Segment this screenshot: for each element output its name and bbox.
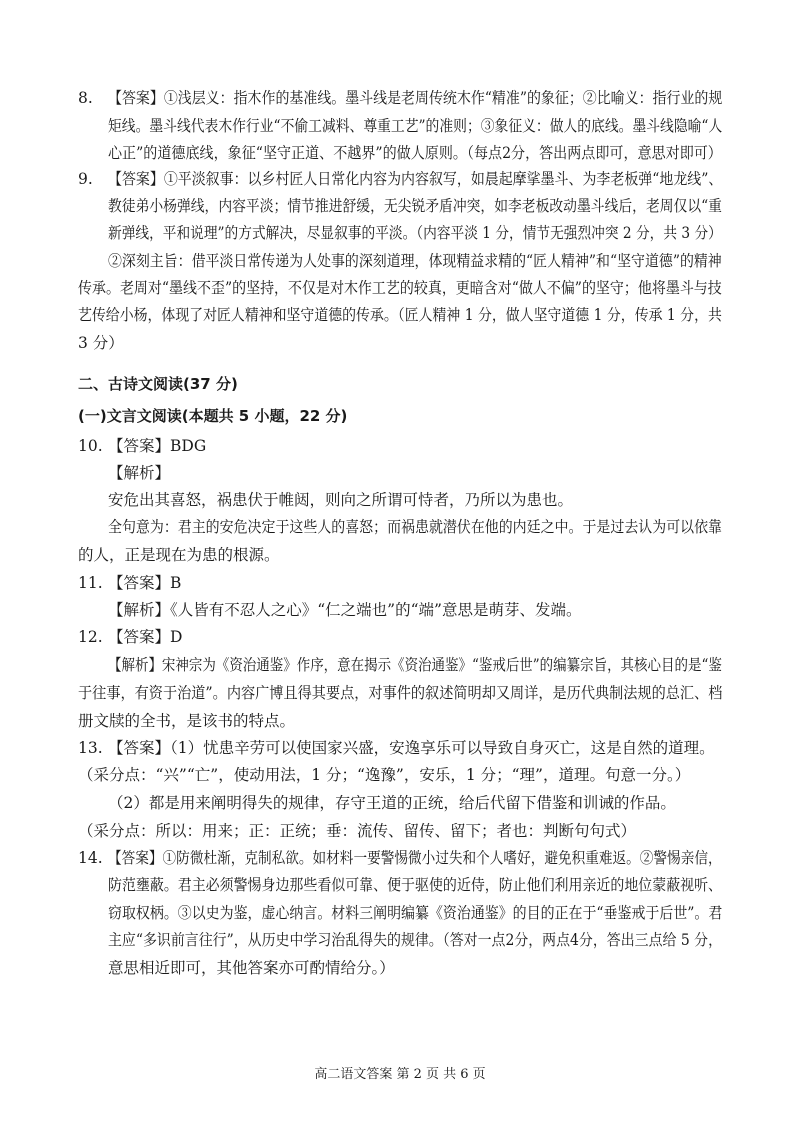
q9-number: 9.	[78, 170, 93, 188]
q13-scoring-line: （采分点：“兴”“亡”，使动用法，1 分；“逸豫”，安乐，1 分；“理”，道理。句意一分。）	[78, 766, 691, 784]
q14-answer-line: 主应“多识前言往行”，从历史中学习治乱得失的规律。（答对一点2分，两点4分，答出三点给 5 分，	[108, 931, 723, 949]
q11-answer: 【答案】B	[108, 574, 182, 592]
subsection-heading: (一)文言文阅读(本题共 5 小题，22 分)	[78, 407, 348, 425]
q11-analysis-line: 【解析】《人皆有不忍人之心》“仁之端也”的“端”意思是萌芽、发端。	[108, 601, 582, 619]
q9-answer-line: 传承。老周对“墨线不歪”的坚持，不仅是对木作工艺的较真，更暗含对“做人不偏”的坚守；他将墨斗与技	[78, 279, 722, 297]
q10-analysis-line: 全句意为：君主的安危决定于这些人的喜怒；而祸患就潜伏在他的内廷之中。于是过去认为可以依靠	[108, 518, 723, 536]
q13-number: 13.	[78, 739, 103, 757]
q12-number: 12.	[78, 628, 103, 646]
q10-analysis-label: 【解析】	[108, 464, 171, 482]
q9-answer-line: ②深刻主旨：借平淡日常传递为人处事的深刻道理，体现精益求精的“匠人精神”和“坚守道德”的精神	[108, 252, 722, 270]
q13-answer-line: 【答案】（1）忧患辛劳可以使国家兴盛，安逸享乐可以导致自身灭亡，这是自然的道理。	[108, 739, 715, 757]
q9-answer-line: 【答案】①平淡叙事：以乡村匠人日常化内容为内容叙写，如晨起摩挲墨斗、为李老板弹“地龙线”、	[108, 170, 723, 188]
q14-number: 14.	[78, 849, 103, 867]
q11-number: 11.	[78, 574, 103, 592]
q8-answer-line: 【答案】①浅层义：指木作的基准线。墨斗线是老周传统木作“精准”的象征；②比喻义：指行业的规	[108, 89, 723, 107]
q12-answer: 【答案】D	[108, 628, 183, 646]
q14-answer-line: 防范壅蔽。君主必须警惕身边那些看似可靠、便于驱使的近侍，防止他们利用亲近的地位蒙蔽视听、	[108, 876, 723, 894]
q14-answer-line: 意思相近即可，其他答案亦可酌情给分。）	[108, 959, 395, 977]
q12-analysis-line: 【解析】宋神宗为《资治通鉴》作序，意在揭示《资治通鉴》“鉴戒后世”的编纂宗旨，其核心目的是“鉴	[108, 656, 722, 674]
q8-answer-line: 心正”的道德底线，象征“坚守正道、不越界”的做人原则。（每点2分，答出两点即可，意思对即可）	[108, 144, 722, 162]
q13-scoring-line: （采分点：所以：用来；正：正统；垂：流传、留传、留下；者也：判断句句式）	[78, 822, 637, 840]
q9-answer-line: 教徒弟小杨弹线，内容平淡；情节推进舒缓，无尖锐矛盾冲突，如李老板改动墨斗线后，老周仅以“重	[108, 197, 722, 215]
q9-answer-line: 艺传给小杨，体现了对匠人精神和坚守道德的传承。（匠人精神 1 分，做人坚守道德 1 分，传承 1 分，共	[78, 306, 722, 324]
q10-analysis-line: 安危出其喜怒，祸患伏于帷闼，则向之所谓可恃者，乃所以为患也。	[108, 491, 574, 509]
section-heading: 二、古诗文阅读(37 分)	[78, 375, 238, 393]
q12-analysis-line: 于往事，有资于治道”。内容广博且得其要点，对事件的叙述简明却又周详，是历代典制法规的总汇、档	[78, 684, 723, 702]
q14-answer-line: 【答案】①防微杜渐，克制私欲。如材料一要警惕微小过失和个人嗜好，避免积重难返。②警惕亲信，	[108, 849, 722, 867]
q8-number: 8.	[78, 89, 93, 107]
q10-answer: 【答案】BDG	[108, 437, 207, 455]
q13-answer-line: （2）都是用来阐明得失的规律，存守王道的正统，给后代留下借鉴和训诫的作品。	[108, 794, 676, 812]
page-footer: 高二语文答案 第 2 页 共 6 页	[314, 1067, 486, 1082]
q12-analysis-line: 册文牍的全书，是该书的特点。	[78, 712, 296, 730]
q14-answer-line: 窃取权柄。③以史为鉴，虚心纳言。材料三阐明编纂《资治通鉴》的目的正在于“垂鉴戒于后世”。君	[108, 904, 723, 922]
q8-answer-line: 矩线。墨斗线代表木作行业“不偷工减料、尊重工艺”的准则；③象征义：做人的底线。墨斗线隐喻“人	[108, 117, 723, 135]
q9-answer-line: 新弹线，平和说理”的方式解决，尽显叙事的平淡。（内容平淡 1 分，情节无强烈冲突 2 分，共 3 分）	[108, 224, 722, 242]
q10-analysis-line: 的人，正是现在为患的根源。	[78, 546, 280, 564]
q9-answer-line: 3 分）	[78, 334, 124, 352]
q10-number: 10.	[78, 437, 103, 455]
